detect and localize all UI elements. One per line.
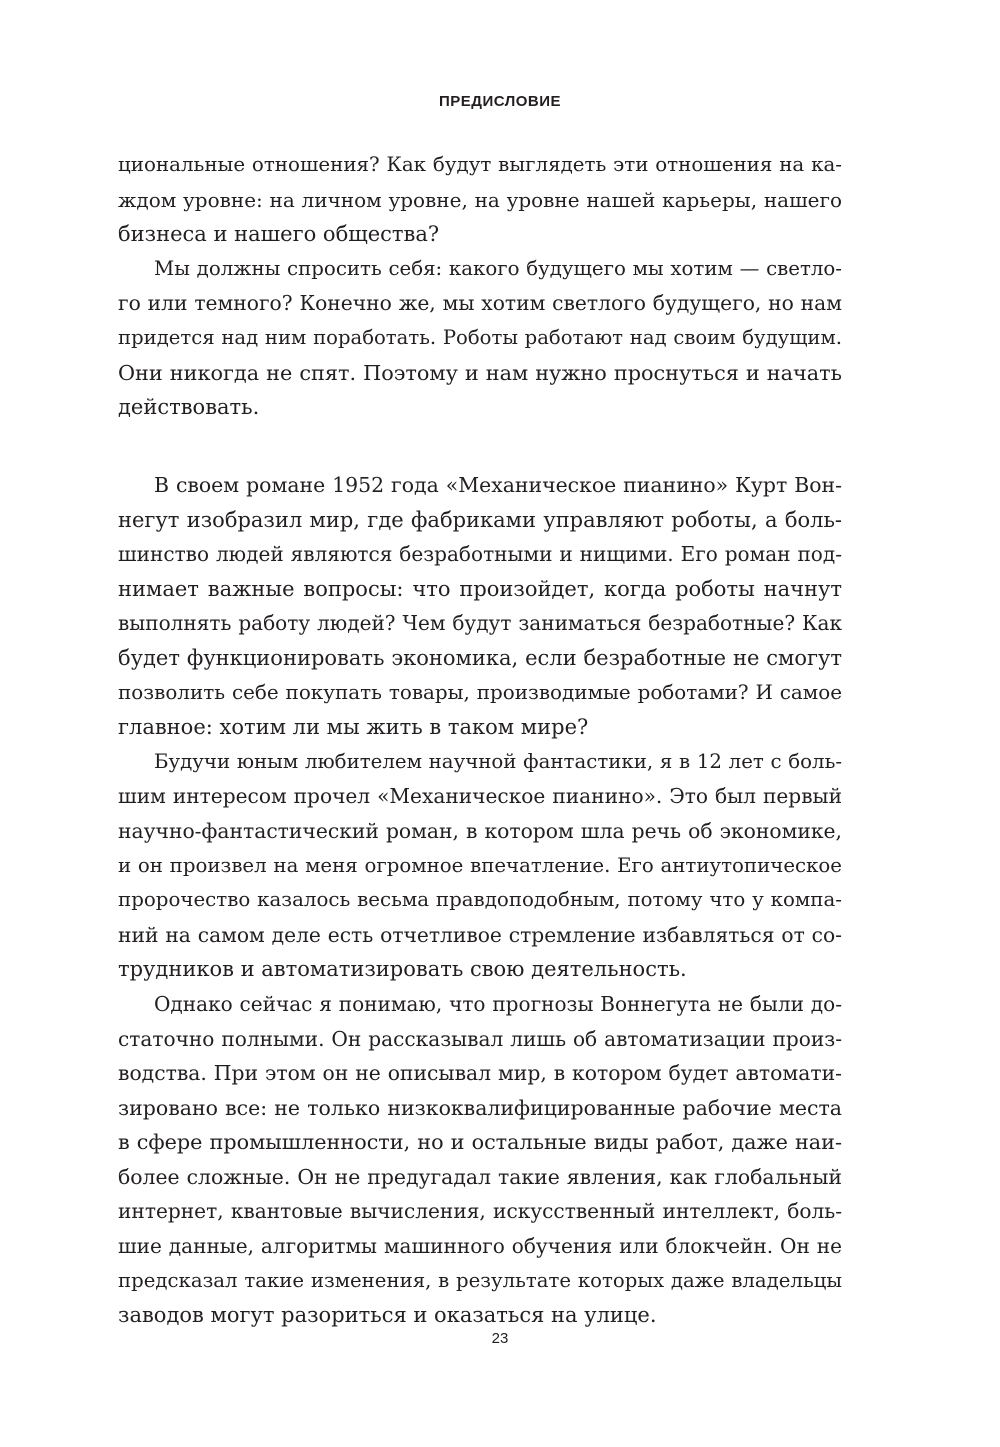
text-line: пророчество казалось весьма правдоподобным, потому что у компа- — [118, 888, 842, 912]
text-line: Мы должны спросить себя: какого будущего мы хотим — светло- — [154, 256, 842, 280]
text-line: нимает важные вопросы: что произойдет, когда роботы начнут — [118, 576, 842, 601]
text-line: интернет, квантовые вычисления, искусственный интеллект, боль- — [118, 1199, 842, 1224]
text-line: позволить себе покупать товары, производимые роботами? И самое — [118, 680, 842, 704]
text-line: бизнеса и нашего общества? — [118, 222, 440, 247]
text-line: шинство людей являются безработными и нищими. Его роман под- — [118, 542, 842, 567]
text-line: Будучи юным любителем научной фантастики, я в 12 лет с боль- — [154, 749, 842, 773]
text-line: шие данные, алгоритмы машинного обучения или блокчейн. Он не — [118, 1234, 842, 1259]
text-line: научно-фантастический роман, в котором шла речь об экономике, — [118, 818, 842, 843]
text-line: в сфере промышленности, но и остальные виды работ, даже наи- — [118, 1130, 842, 1155]
text-line: шим интересом прочел «Механическое пианино». Это был первый — [118, 784, 842, 809]
text-line: ний на самом деле есть отчетливое стремление избавляться от со- — [118, 922, 842, 947]
text-line: действовать. — [118, 395, 260, 420]
page-number: 23 — [491, 1330, 509, 1347]
text-line: предсказал такие изменения, в результате которых даже владельцы — [118, 1268, 842, 1292]
text-line: трудников и автоматизировать свою деятельность. — [118, 957, 687, 982]
text-block-intro — [118, 148, 842, 425]
text-line: придется над ним поработать. Роботы работают над своим будущим. — [118, 325, 842, 349]
text-block-main — [118, 468, 842, 1333]
text-line: водства. При этом он не описывал мир, в котором будет автомати- — [118, 1061, 842, 1086]
text-line: более сложные. Он не предугадал такие явления, как глобальный — [118, 1164, 842, 1189]
text-line: главное: хотим ли мы жить в таком мире? — [118, 715, 589, 740]
text-line: зировано все: не только низкоквалифицированные рабочие места — [118, 1095, 842, 1120]
running-head: ПРЕДИСЛОВИЕ — [438, 93, 562, 110]
text-line: Они никогда не спят. Поэтому и нам нужно проснуться и начать — [118, 360, 842, 385]
text-line: заводов могут разориться и оказаться на улице. — [118, 1303, 657, 1328]
text-line: и он произвел на меня огромное впечатление. Его антиутопическое — [118, 853, 842, 877]
text-line: выполнять работу людей? Чем будут заниматься безработные? Как — [118, 611, 842, 636]
text-line: Однако сейчас я понимаю, что прогнозы Воннегута не были до- — [154, 991, 842, 1016]
text-line: будет функционировать экономика, если безработные не смогут — [118, 645, 842, 670]
text-line: статочно полными. Он рассказывал лишь об автоматизации произ- — [118, 1026, 842, 1051]
text-line: ждом уровне: на личном уровне, на уровне нашей карьеры, нашего — [118, 187, 842, 212]
text-line: го или темного? Конечно же, мы хотим светлого будущего, но нам — [118, 291, 842, 316]
text-line: негут изобразил мир, где фабриками управляют роботы, а боль- — [118, 507, 842, 532]
text-line: циональные отношения? Как будут выглядеть эти отношения на ка- — [118, 153, 842, 176]
text-line: В своем романе 1952 года «Механическое пианино» Курт Вон- — [154, 473, 842, 497]
